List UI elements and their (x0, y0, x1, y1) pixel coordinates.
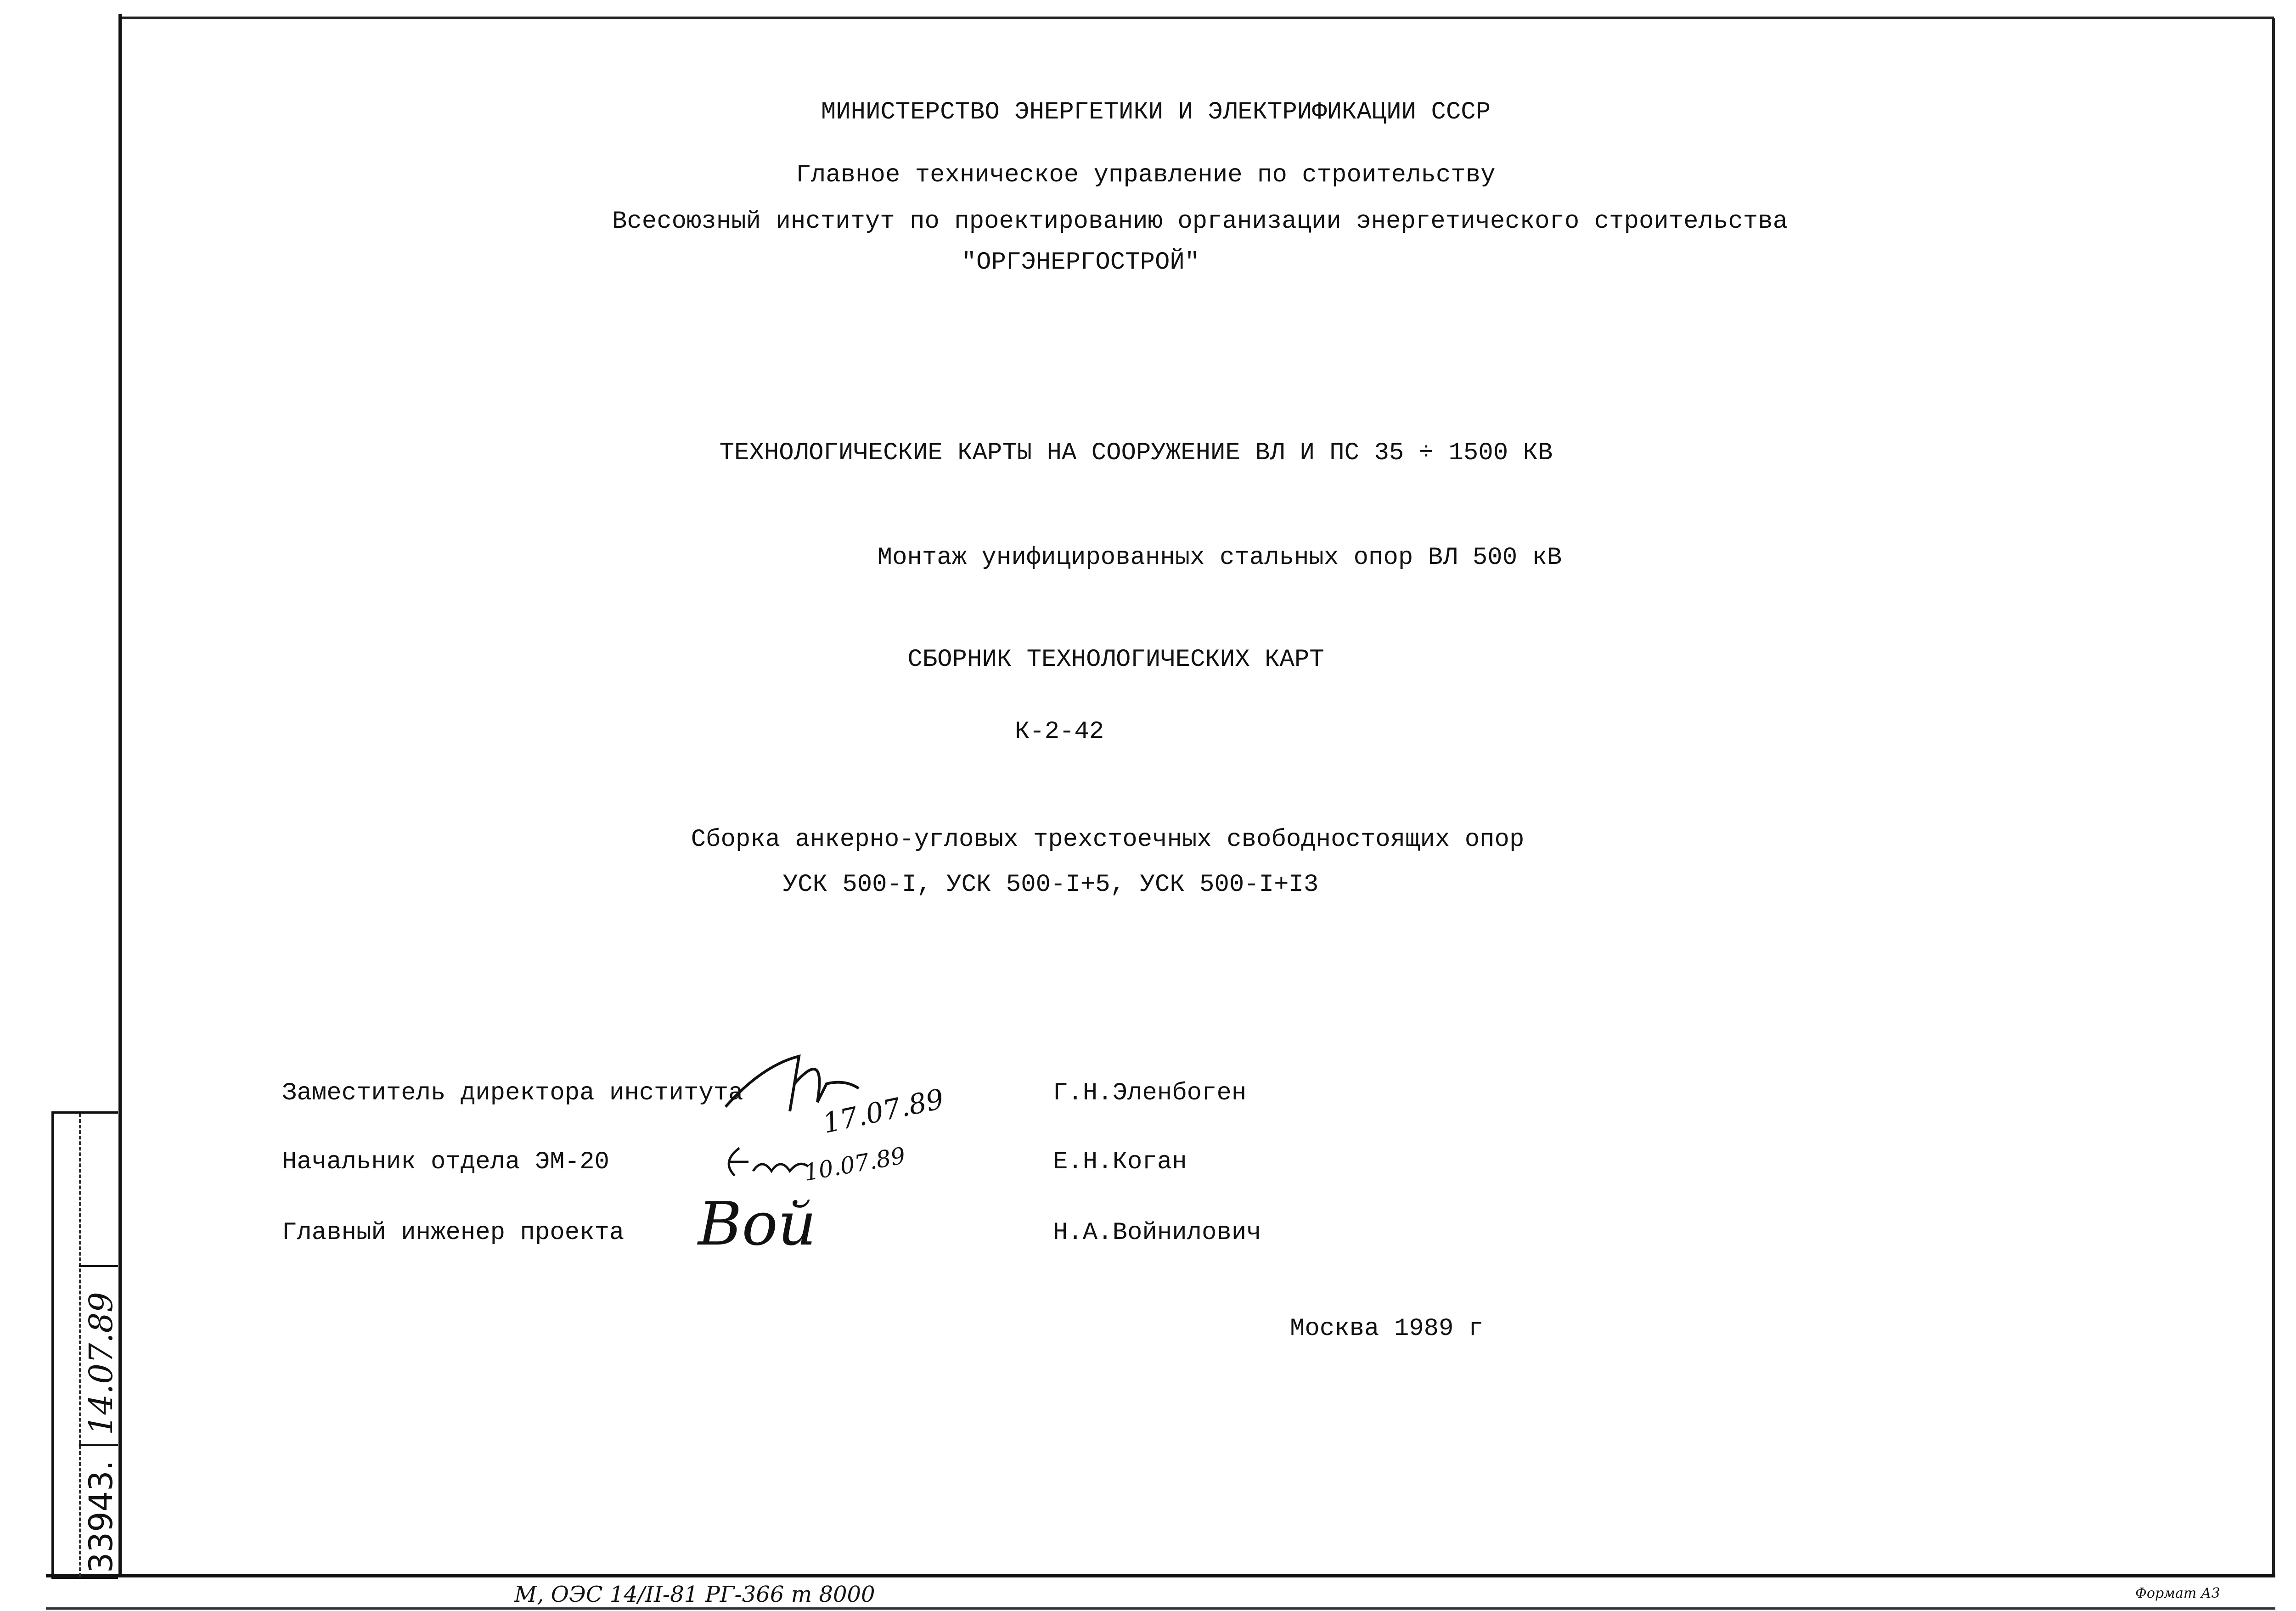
institute-short-name: "ОРГЭНЕРГОСТРОЙ" (961, 248, 1200, 276)
document-title: ТЕХНОЛОГИЧЕСКИЕ КАРТЫ НА СООРУЖЕНИЕ ВЛ И ПС 35 ÷ 1500 КВ (719, 439, 1553, 467)
handwritten-date-2: 10.07.89 (802, 1142, 908, 1186)
frame-bottom-border (46, 1574, 2275, 1577)
document-code: К-2-42 (1014, 718, 1104, 746)
print-info: М, ОЭС 14/II-81 РГ-366 т 8000 (514, 1582, 875, 1607)
frame-right-border (2272, 18, 2275, 1575)
department-heading: Главное техническое управление по строительству (796, 161, 1496, 189)
ministry-heading: МИНИСТЕРСТВО ЭНЕРГЕТИКИ И ЭЛЕКТРИФИКАЦИИ СССР (821, 98, 1491, 126)
description-line-2: УСК 500-I, УСК 500-I+5, УСК 500-I+I3 (782, 871, 1319, 899)
signature-role: Заместитель директора института (282, 1079, 743, 1107)
signature-name: Г.Н.Эленбоген (1053, 1079, 1247, 1107)
sheet-format: Формат А3 (2135, 1585, 2220, 1601)
page-bottom-line (46, 1607, 2275, 1610)
collection-label: СБОРНИК ТЕХНОЛОГИЧЕСКИХ КАРТ (907, 646, 1324, 674)
handwritten-signature-3: Вой (698, 1189, 816, 1259)
document-subtitle: Монтаж унифицированных стальных опор ВЛ 500 кВ (877, 544, 1562, 572)
signature-name: Е.Н.Коган (1053, 1148, 1187, 1176)
signature-name: Н.А.Войнилович (1053, 1219, 1261, 1247)
handwritten-date-1: 17.07.89 (820, 1082, 947, 1140)
institute-heading: Всесоюзный институт по проектированию организации энергетического строительства (612, 208, 1788, 236)
place-and-year: Москва 1989 г (1290, 1315, 1484, 1343)
frame-top-border (120, 17, 2274, 19)
stamp-date: 14.07.89 (82, 1292, 120, 1435)
signature-role: Главный инженер проекта (282, 1219, 625, 1247)
description-line-1: Сборка анкерно-угловых трехстоечных свободностоящих опор (691, 826, 1525, 854)
signature-role: Начальник отдела ЭМ-20 (282, 1148, 609, 1176)
inventory-number: 33943. (82, 1460, 120, 1573)
archive-stamp (51, 1111, 118, 1579)
